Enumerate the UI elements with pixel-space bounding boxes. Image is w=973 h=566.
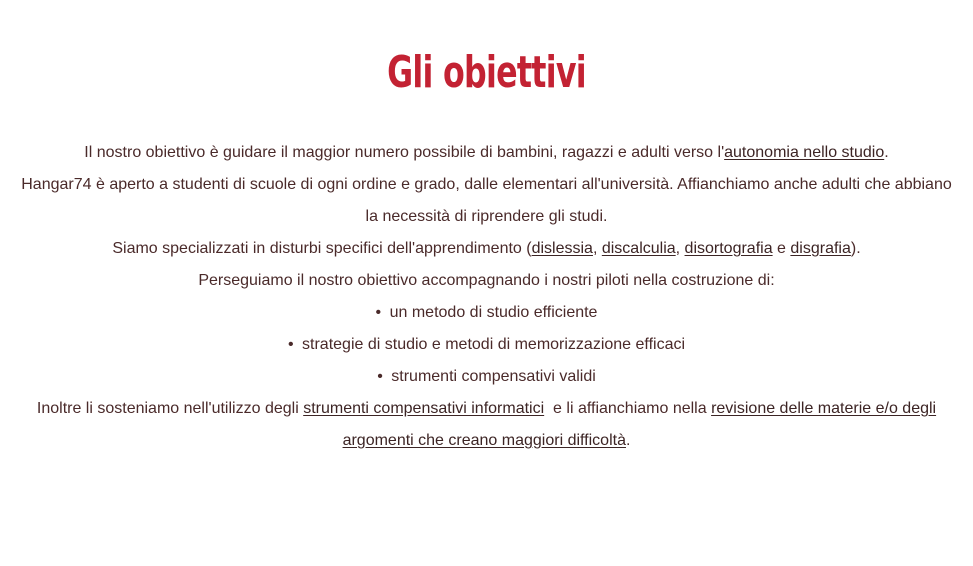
specialization-text: Siamo specializzati in disturbi specifici dell'apprendimento ( bbox=[112, 240, 532, 257]
bullet-icon: • bbox=[287, 336, 294, 353]
objectives-text bbox=[20, 137, 953, 457]
link-revisione-materie[interactable]: revisione delle materie e/o degli argomenti che creano maggiori difficoltà bbox=[342, 400, 937, 449]
separator: e bbox=[772, 240, 791, 257]
intro-period: . bbox=[884, 144, 889, 161]
goals-list bbox=[20, 297, 953, 393]
link-strumenti-compensativi-informatici[interactable]: strumenti compensativi informatici bbox=[303, 400, 545, 417]
intro-text: Il nostro obiettivo è guidare il maggior numero possibile di bambini, ragazzi e adulti verso l' bbox=[84, 144, 725, 161]
bullet-icon: • bbox=[375, 304, 382, 321]
separator: , bbox=[675, 240, 685, 257]
list-item-text: strategie di studio e metodi di memorizzazione efficaci bbox=[302, 336, 686, 353]
list-item bbox=[20, 361, 953, 393]
closing-paragraph bbox=[20, 393, 953, 457]
list-item bbox=[20, 329, 953, 361]
intro-paragraph bbox=[20, 137, 953, 233]
separator: , bbox=[592, 240, 602, 257]
list-item-text: un metodo di studio efficiente bbox=[389, 304, 598, 321]
link-disortografia[interactable]: disortografia bbox=[684, 240, 773, 257]
bullet-icon: • bbox=[377, 368, 383, 385]
list-item-text: strumenti compensativi validi bbox=[391, 368, 596, 385]
closing-middle-text: e li affianchiamo nella bbox=[544, 400, 712, 417]
specialization-close: ). bbox=[850, 240, 861, 257]
intro-hangar74-text: Hangar74 è aperto a studenti di scuole di ogni ordine e grado, dalle elementari all'università. Affianchiamo anche adulti che abbiano la necessità di riprendere gli studi. bbox=[21, 176, 952, 225]
pursue-paragraph: Perseguiamo il nostro obiettivo accompagnando i nostri piloti nella costruzione di: bbox=[198, 272, 775, 289]
closing-period: . bbox=[625, 432, 631, 449]
page-title: Gli obiettivi bbox=[387, 47, 586, 98]
link-disgrafia[interactable]: disgrafia bbox=[790, 240, 851, 257]
closing-text: Inoltre li sosteniamo nell'utilizzo degli bbox=[36, 400, 304, 417]
specialization-paragraph bbox=[20, 233, 953, 265]
link-dislessia[interactable]: dislessia bbox=[531, 240, 593, 257]
list-item bbox=[20, 297, 953, 329]
link-discalculia[interactable]: discalculia bbox=[601, 240, 676, 257]
link-autonomia-nello-studio[interactable]: autonomia nello studio bbox=[724, 144, 885, 161]
